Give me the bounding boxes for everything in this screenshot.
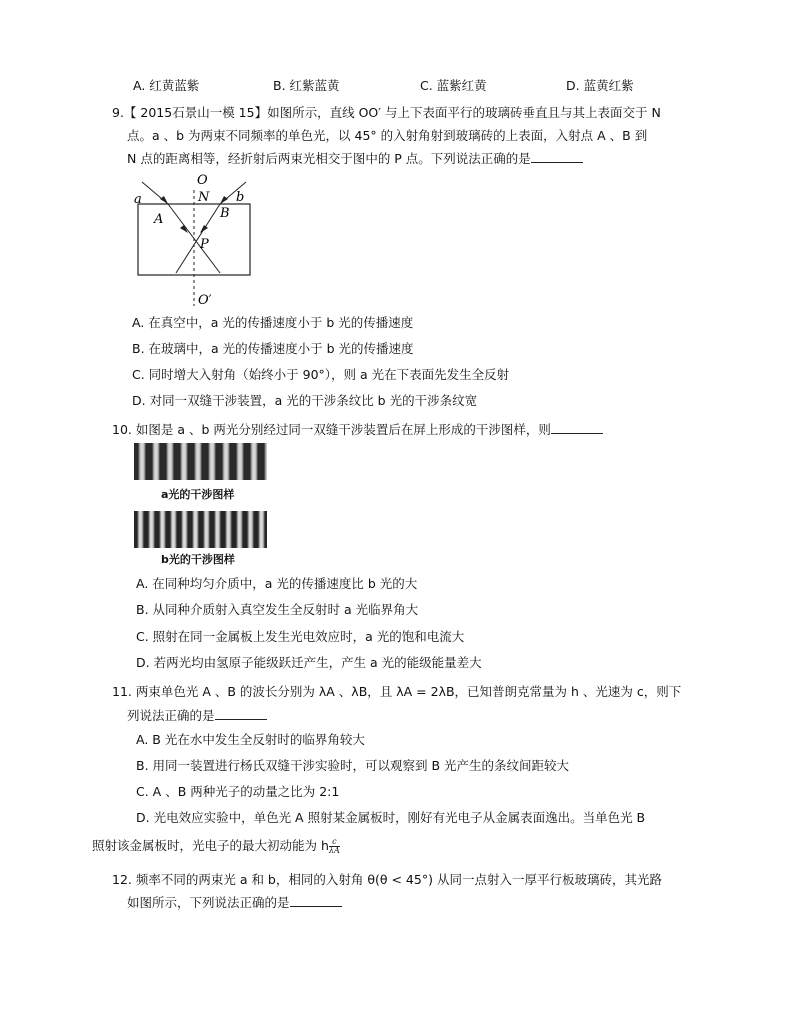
q8-option-a: A. 红黄蓝紫 [133,78,200,93]
q11-option-b: B. 用同一装置进行杨氏双缝干涉实验时，可以观察到 B 光产生的条纹间距较大 [136,758,570,773]
q12-stem-line1: 12. 频率不同的两束光 a 和 b，相同的入射角 θ(θ < 45°) 从同一点射入一厚平行板玻璃砖，其光路 [112,872,662,887]
arrow-b-icon [220,196,228,204]
label-o-prime: O′ [198,293,212,308]
label-n: N [198,190,210,205]
q8-option-d: D. 蓝黄红紫 [566,78,634,93]
answer-blank [215,708,267,720]
q11-option-c: C. A 、B 两种光子的动量之比为 2:1 [136,784,340,799]
caption-b: b光的干涉图样 [161,553,235,566]
q9-stem-line1: 9.【 2015石景山一模 15】如图所示，直线 OO′ 与上下表面平行的玻璃砖垂直且与其上表面交于 N [112,105,661,120]
q11-option-d: D. 光电效应实验中，单色光 A 照射某金属板时，刚好有光电子从金属表面逸出。当单色光 B [136,810,646,825]
q10-option-a: A. 在同种均匀介质中，a 光的传播速度比 b 光的大 [136,576,418,591]
q9-option-a: A. 在真空中，a 光的传播速度小于 b 光的传播速度 [132,315,414,330]
label-p: P [200,237,209,252]
refracted-ray-b [176,204,220,273]
label-b-point: B [220,206,230,221]
q9-stem-line3: N 点的距离相等，经折射后两束光相交于图中的 P 点。下列说法正确的是 [127,149,583,167]
q8-option-b: B. 红紫蓝黄 [273,78,340,93]
q8-option-c: C. 蓝紫红黄 [420,78,487,93]
q9-stem-line2: 点。a 、b 为两束不同频率的单色光，以 45° 的入射角射到玻璃砖的上表面，入射点 A 、B 到 [127,128,648,143]
answer-blank [531,151,583,163]
caption-a: a光的干涉图样 [161,488,235,501]
fraction-c-over-lambda: c λA [328,837,340,855]
q11-stem-line2: 列说法正确的是 [127,706,267,724]
arrow-b2-icon [200,225,208,233]
q10-option-c: C. 照射在同一金属板上发生光电效应时，a 光的饱和电流大 [136,629,465,644]
q10-option-b: B. 从同种介质射入真空发生全反射时 a 光临界角大 [136,602,419,617]
q11-option-a: A. B 光在水中发生全反射时的临界角较大 [136,732,365,747]
label-o: O [197,173,208,188]
label-a-small: a [134,192,142,207]
label-a-point: A [154,212,164,227]
q11-option-d-line2: 照射该金属板时，光电子的最大初动能为 h c λA [92,837,340,855]
q9-option-b: B. 在玻璃中，a 光的传播速度小于 b 光的传播速度 [132,341,414,356]
q11-stem-line1: 11. 两束单色光 A 、B 的波长分别为 λA 、λB，且 λA = 2λB，已知普朗克常量为 h 、光速为 c，则下 [112,684,682,699]
q9-option-c: C. 同时增大入射角（始终小于 90°），则 a 光在下表面先发生全反射 [132,367,510,382]
glass-brick-diagram [128,170,258,310]
q12-stem-line2: 如图所示，下列说法正确的是 [127,893,342,911]
q10-option-d: D. 若两光均由氢原子能级跃迁产生，产生 a 光的能级能量差大 [136,655,482,670]
arrow-a-icon [160,196,168,204]
q9-option-d: D. 对同一双缝干涉装置，a 光的干涉条纹比 b 光的干涉条纹宽 [132,393,478,408]
answer-blank [551,422,603,434]
interference-pattern-b [134,511,267,548]
answer-blank [290,895,342,907]
label-b-small: b [236,190,245,205]
q10-stem: 10. 如图是 a 、b 两光分别经过同一双缝干涉装置后在屏上形成的干涉图样，则 [112,420,603,438]
interference-pattern-a [134,443,267,480]
